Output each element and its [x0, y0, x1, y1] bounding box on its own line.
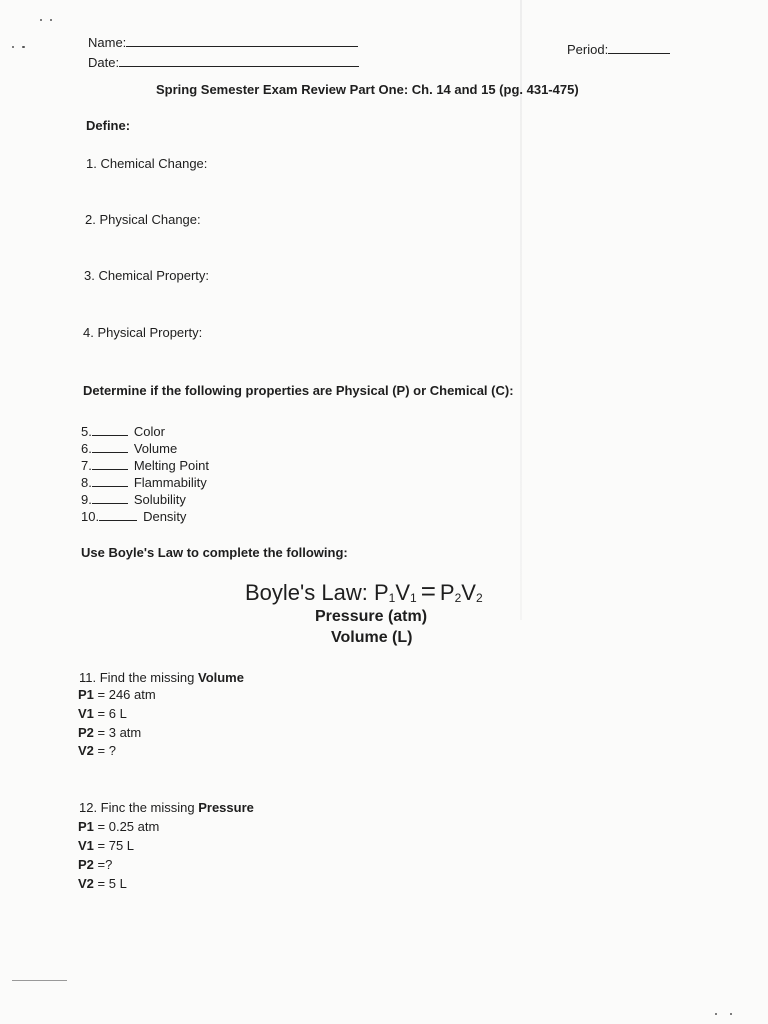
- property-row: [81, 441, 177, 458]
- define-item: 1. Chemical Change:: [86, 156, 208, 171]
- property-number: 10.: [81, 509, 100, 524]
- problem-text: 12. Finc the missing: [79, 800, 199, 815]
- property-label: Color: [133, 424, 165, 439]
- var-value: = 6 L: [93, 706, 127, 721]
- law-sub: 2: [454, 591, 462, 605]
- property-number: 9.: [81, 492, 92, 507]
- property-number: 8.: [81, 475, 92, 490]
- define-item: 3. Chemical Property:: [84, 268, 209, 283]
- property-number: 6.: [81, 441, 92, 456]
- var-value: = 246 atm: [93, 687, 156, 702]
- problem-target: Volume: [197, 670, 244, 685]
- property-label: Solubility: [133, 492, 186, 507]
- property-label: Melting Point: [133, 458, 209, 473]
- var-value: =?: [93, 857, 113, 872]
- period-blank[interactable]: [608, 53, 670, 54]
- property-row: [81, 509, 186, 526]
- var-key: V2: [78, 743, 94, 758]
- date-blank[interactable]: [119, 66, 359, 67]
- property-row: [81, 458, 209, 475]
- property-row: [81, 475, 207, 492]
- given-value: [78, 706, 127, 721]
- var-value: = ?: [93, 743, 116, 758]
- scan-speck: [50, 19, 52, 21]
- law-sub: 2: [475, 591, 483, 605]
- var-key: P1: [78, 687, 94, 702]
- scan-edge-line: [12, 980, 67, 981]
- scan-speck: [730, 1013, 732, 1015]
- name-blank[interactable]: [126, 46, 358, 47]
- var-key: V2: [78, 876, 94, 891]
- date-field[interactable]: [88, 55, 359, 70]
- answer-blank[interactable]: [92, 435, 128, 436]
- answer-blank[interactable]: [92, 469, 128, 470]
- properties-heading: Determine if the following properties are Physical (P) or Chemical (C):: [83, 383, 514, 398]
- pressure-unit: Pressure (atm): [315, 608, 428, 625]
- var-key: P2: [78, 857, 94, 872]
- given-value: [78, 876, 127, 891]
- period-label: Period:: [567, 42, 609, 57]
- problem-text: 11. Find the missing: [79, 670, 198, 685]
- answer-blank[interactable]: [92, 486, 128, 487]
- var-key: V1: [78, 838, 94, 853]
- var-key: V1: [78, 706, 94, 721]
- law-v1: V: [395, 580, 410, 605]
- period-field[interactable]: [567, 42, 670, 57]
- answer-blank[interactable]: [92, 503, 128, 504]
- var-key: P1: [78, 819, 94, 834]
- date-label: Date:: [88, 55, 120, 70]
- property-row: [81, 492, 186, 509]
- law-prefix: Boyle's Law:: [245, 580, 374, 605]
- var-value: = 5 L: [93, 876, 127, 891]
- law-sub: 1: [410, 591, 417, 605]
- volume-unit: Volume (L): [331, 629, 413, 646]
- given-value: [78, 819, 159, 834]
- property-number: 7.: [81, 458, 92, 473]
- law-sub: 1: [388, 591, 396, 605]
- name-label: Name:: [88, 35, 127, 50]
- property-label: Density: [143, 509, 187, 524]
- var-value: = 0.25 atm: [93, 819, 160, 834]
- property-number: 5.: [81, 424, 92, 439]
- given-value: [78, 725, 141, 740]
- answer-blank[interactable]: [99, 520, 137, 521]
- law-equals: =: [420, 576, 436, 606]
- problem-prompt: [79, 670, 244, 685]
- given-value: [78, 838, 134, 853]
- given-value: [78, 743, 116, 758]
- scan-speck: [715, 1013, 717, 1015]
- law-p2: P: [439, 580, 455, 605]
- property-label: Flammability: [133, 475, 207, 490]
- define-item: 4. Physical Property:: [83, 325, 203, 340]
- property-row: [81, 424, 165, 441]
- var-key: P2: [78, 725, 94, 740]
- property-label: Volume: [133, 441, 178, 456]
- given-value: [78, 687, 156, 702]
- define-heading: Define:: [86, 118, 131, 133]
- name-field[interactable]: [88, 35, 358, 50]
- given-value: [78, 857, 112, 872]
- scan-speck: [40, 19, 42, 21]
- scan-speck: [12, 46, 14, 48]
- var-value: = 3 atm: [93, 725, 142, 740]
- define-item: 2. Physical Change:: [85, 212, 201, 227]
- law-v2: V: [461, 580, 476, 605]
- problem-target: Pressure: [198, 800, 254, 815]
- law-p1: P: [373, 580, 389, 605]
- boyle-law-equation: [245, 576, 483, 607]
- problem-prompt: [79, 800, 254, 815]
- boyle-heading: Use Boyle's Law to complete the following:: [81, 545, 348, 560]
- scan-speck: [22, 46, 25, 48]
- var-value: = 75 L: [93, 838, 135, 853]
- answer-blank[interactable]: [92, 452, 128, 453]
- page-title: Spring Semester Exam Review Part One: Ch. 14 and 15 (pg. 431-475): [156, 82, 579, 97]
